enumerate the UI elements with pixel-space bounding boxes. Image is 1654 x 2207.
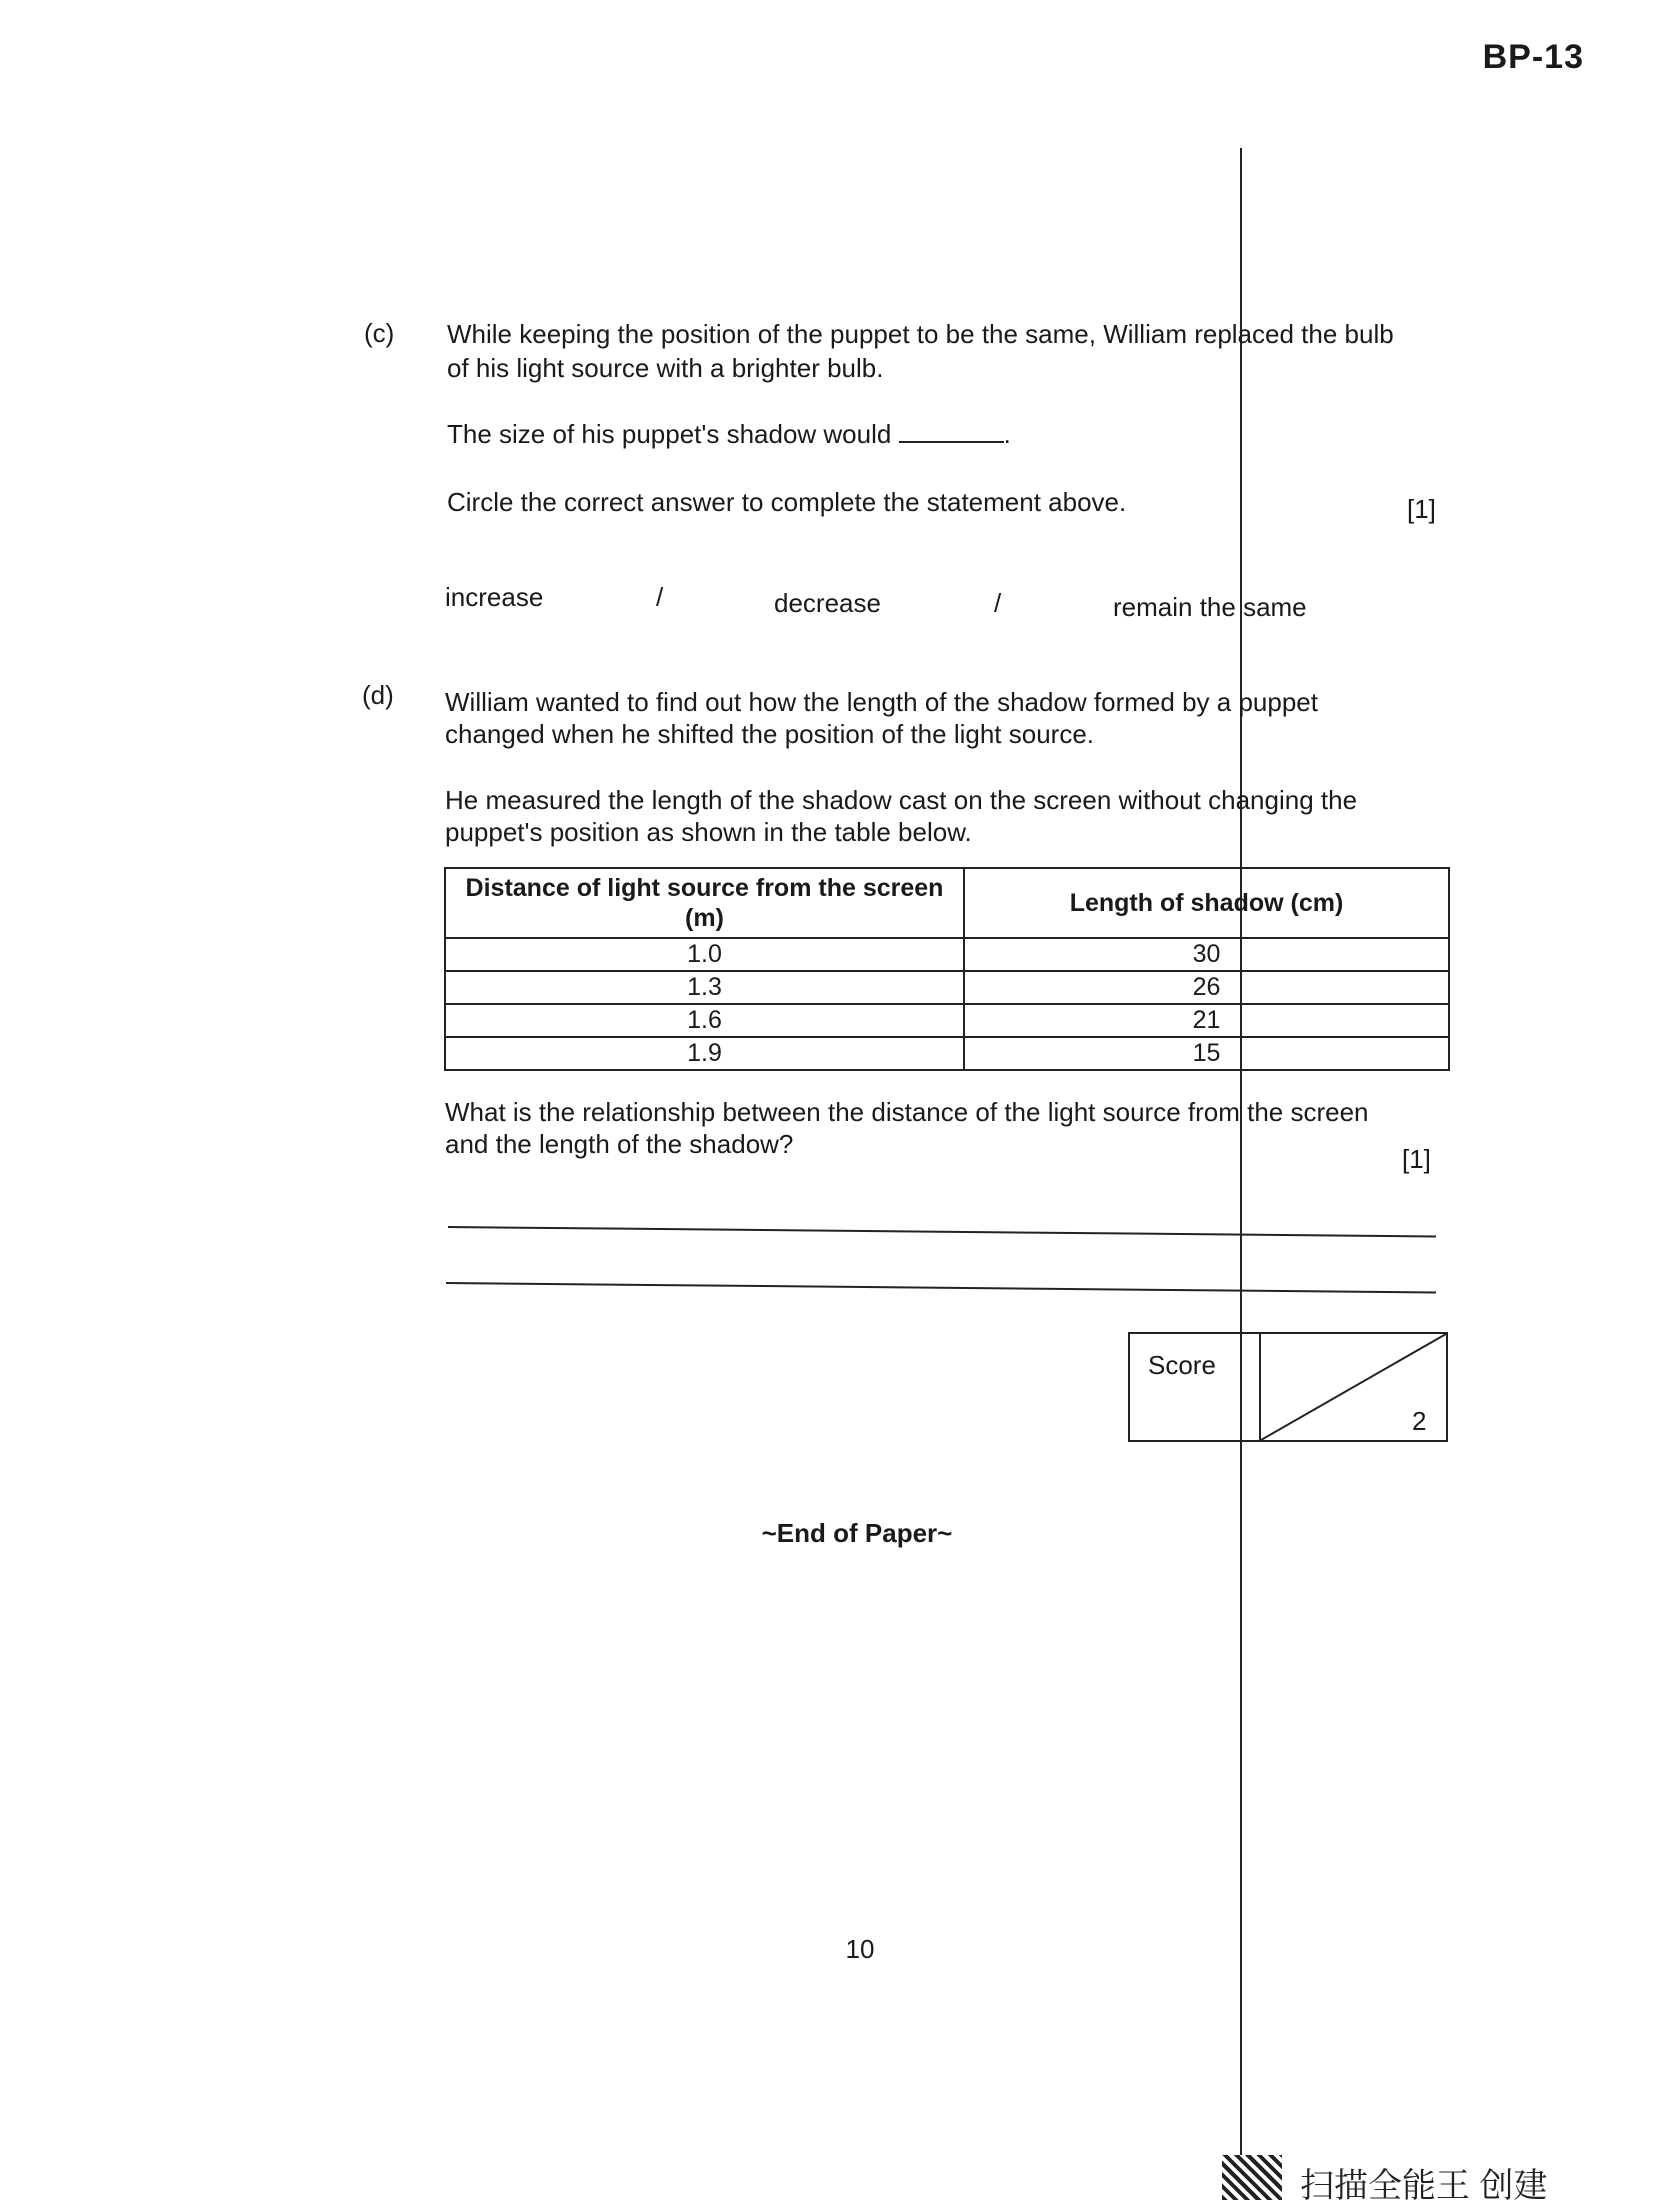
table-cell-length: 21 xyxy=(964,1004,1449,1037)
page-number: 10 xyxy=(845,1934,875,1964)
score-label: Score xyxy=(1148,1350,1216,1380)
question-c-statement xyxy=(447,418,1011,451)
table-row xyxy=(445,1037,1449,1070)
table-header-distance: Distance of light source from the screen (m) xyxy=(445,868,964,938)
answer-line-1[interactable] xyxy=(448,1226,1436,1237)
option-increase[interactable]: increase xyxy=(445,582,544,612)
scanner-watermark: 扫描全能王 创建 xyxy=(1300,2167,1548,2205)
shadow-data-table xyxy=(444,867,1450,1071)
question-d-question-line1: What is the relationship between the distance of the light source from the screen xyxy=(445,1097,1369,1127)
table-header-row xyxy=(445,868,1449,938)
table-row xyxy=(445,1004,1449,1037)
question-d-label: (d) xyxy=(362,680,394,710)
question-d-marks: [1] xyxy=(1402,1144,1431,1174)
table-cell-length: 30 xyxy=(964,938,1449,971)
question-c-label: (c) xyxy=(364,318,395,348)
table-header-length: Length of shadow (cm) xyxy=(964,868,1449,938)
question-c-line2: of his light source with a brighter bulb. xyxy=(447,353,884,383)
option-decrease[interactable]: decrease xyxy=(774,588,881,618)
table-row xyxy=(445,971,1449,1004)
question-d-method-line1: He measured the length of the shadow cast on the screen without changing the xyxy=(445,785,1358,815)
question-c-instruction: Circle the correct answer to complete the statement above. xyxy=(447,487,1127,517)
question-c-line1: While keeping the position of the puppet to be the same, William replaced the bulb xyxy=(447,319,1394,349)
question-d-intro-line2: changed when he shifted the position of the light source. xyxy=(445,719,1094,749)
statement-end: . xyxy=(1003,419,1011,449)
statement-text: The size of his puppet's shadow would xyxy=(447,419,892,449)
table-cell-distance: 1.9 xyxy=(445,1037,964,1070)
table-cell-distance: 1.6 xyxy=(445,1004,964,1037)
question-d-intro-line1: William wanted to find out how the length of the shadow formed by a puppet xyxy=(445,687,1318,717)
table-cell-distance: 1.0 xyxy=(445,938,964,971)
score-total: 2 xyxy=(1412,1406,1427,1436)
option-separator: / xyxy=(994,588,1002,618)
scan-artifact-line xyxy=(1240,148,1242,2200)
table-cell-length: 15 xyxy=(964,1037,1449,1070)
qr-code-icon xyxy=(1222,2155,1282,2200)
page-code: BP-13 xyxy=(1482,38,1584,76)
table-cell-distance: 1.3 xyxy=(445,971,964,1004)
question-d-question-line2: and the length of the shadow? xyxy=(445,1129,794,1159)
option-separator: / xyxy=(656,582,664,612)
question-c-marks: [1] xyxy=(1407,494,1436,524)
answer-blank[interactable] xyxy=(899,419,1004,443)
option-remain-the-same[interactable]: remain the same xyxy=(1113,592,1307,622)
end-of-paper: ~End of Paper~ xyxy=(761,1518,953,1548)
table-cell-length: 26 xyxy=(964,971,1449,1004)
question-d-method-line2: puppet's position as shown in the table below. xyxy=(445,817,972,847)
answer-line-2[interactable] xyxy=(446,1282,1436,1294)
table-row xyxy=(445,938,1449,971)
